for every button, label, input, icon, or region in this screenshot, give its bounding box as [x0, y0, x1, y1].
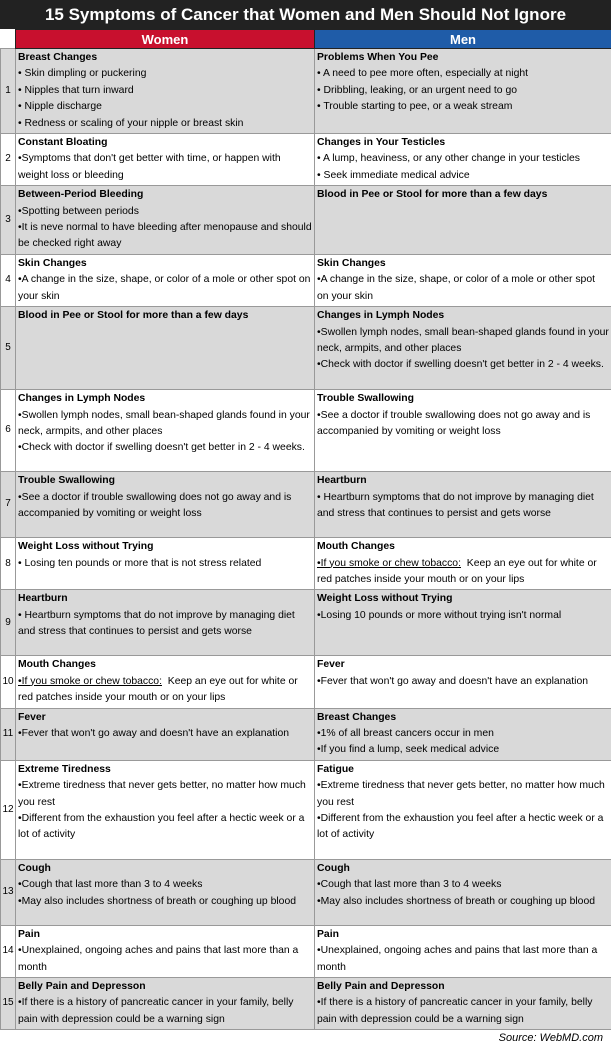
symptom-heading: Skin Changes	[18, 256, 312, 272]
symptom-line: • Losing ten pounds or more that is not stress related	[18, 556, 312, 572]
table-row	[1, 472, 611, 538]
table-row	[1, 708, 611, 760]
women-symptom-cell	[16, 472, 315, 538]
symptom-heading: Fever	[317, 657, 609, 673]
symptom-heading: Cough	[18, 861, 312, 877]
symptom-line: •Losing 10 pounds or more without trying isn't normal	[317, 608, 609, 624]
symptom-heading: Belly Pain and Depresson	[317, 979, 609, 995]
symptom-heading: Heartburn	[18, 591, 312, 607]
row-number: 9	[1, 590, 16, 656]
symptom-heading: Problems When You Pee	[317, 50, 609, 66]
men-symptom-cell	[315, 307, 611, 390]
symptom-heading: Heartburn	[317, 473, 609, 489]
symptom-heading: Changes in Lymph Nodes	[18, 391, 312, 407]
symptom-line: •If there is a history of pancreatic cancer in your family, belly pain with depression could be a warning sign	[317, 995, 609, 1028]
table-row	[1, 390, 611, 472]
table-row	[1, 538, 611, 590]
symptom-line: • A lump, heaviness, or any other change in your testicles	[317, 151, 609, 167]
men-symptom-cell	[315, 656, 611, 708]
symptom-heading: Breast Changes	[317, 710, 609, 726]
symptom-heading: Constant Bloating	[18, 135, 312, 151]
symptom-heading: Cough	[317, 861, 609, 877]
men-symptom-cell	[315, 925, 611, 977]
symptom-line: • Seek immediate medical advice	[317, 168, 609, 184]
women-symptom-cell	[16, 925, 315, 977]
table-row	[1, 186, 611, 255]
symptom-line	[18, 674, 312, 707]
women-symptom-cell	[16, 590, 315, 656]
row-number: 3	[1, 186, 16, 255]
symptom-line: • Nipple discharge	[18, 99, 312, 115]
table-row	[1, 254, 611, 306]
symptom-heading: Weight Loss without Trying	[317, 591, 609, 607]
men-symptom-cell	[315, 538, 611, 590]
symptom-heading: Mouth Changes	[317, 539, 609, 555]
symptom-line: •May also includes shortness of breath or coughing up blood	[18, 894, 312, 910]
symptom-line: •Fever that won't go away and doesn't have an explanation	[18, 726, 312, 742]
women-header: Women	[16, 30, 315, 49]
symptom-line: •Check with doctor if swelling doesn't get better in 2 - 4 weeks.	[18, 440, 312, 456]
symptom-line: •See a doctor if trouble swallowing does not go away and is accompanied by vomiting or weight loss	[317, 408, 609, 441]
row-number: 13	[1, 859, 16, 925]
tobacco-note: •If you smoke or chew tobacco:	[317, 558, 461, 569]
symptom-heading: Trouble Swallowing	[317, 391, 609, 407]
symptom-line: • A need to pee more often, especially at night	[317, 66, 609, 82]
symptom-heading: Breast Changes	[18, 50, 312, 66]
table-row	[1, 307, 611, 390]
symptom-line: •Unexplained, ongoing aches and pains that last more than a month	[317, 943, 609, 976]
men-symptom-cell	[315, 390, 611, 472]
symptom-heading: Trouble Swallowing	[18, 473, 312, 489]
symptom-line: •1% of all breast cancers occur in men	[317, 726, 609, 742]
row-number: 2	[1, 134, 16, 186]
row-number: 4	[1, 254, 16, 306]
row-number: 15	[1, 977, 16, 1029]
symptom-line: • Skin dimpling or puckering	[18, 66, 312, 82]
table-row	[1, 590, 611, 656]
symptom-heading: Pain	[18, 927, 312, 943]
symptom-line: •Extreme tiredness that never gets better, no matter how much you rest	[18, 778, 312, 811]
women-symptom-cell	[16, 186, 315, 255]
symptom-line: •Check with doctor if swelling doesn't get better in 2 - 4 weeks.	[317, 357, 609, 373]
men-symptom-cell	[315, 134, 611, 186]
row-number: 5	[1, 307, 16, 390]
tobacco-advice: Keep an eye out for white or red patches inside your mouth or on your lips	[18, 676, 301, 703]
source-note: Source: WebMD.com	[0, 1030, 611, 1044]
symptom-line: •Extreme tiredness that never gets better, no matter how much you rest	[317, 778, 609, 811]
number-header	[1, 30, 16, 49]
symptom-line: •Cough that last more than 3 to 4 weeks	[18, 877, 312, 893]
symptom-line: •A change in the size, shape, or color of a mole or other spot on your skin	[317, 272, 609, 305]
page-title: 15 Symptoms of Cancer that Women and Men Should Not Ignore	[0, 0, 611, 29]
row-number: 7	[1, 472, 16, 538]
men-header: Men	[315, 30, 611, 49]
row-number: 6	[1, 390, 16, 472]
symptom-line: • Redness or scaling of your nipple or breast skin	[18, 116, 312, 132]
symptom-line: •If you find a lump, seek medical advice	[317, 742, 609, 758]
men-symptom-cell	[315, 590, 611, 656]
men-symptom-cell	[315, 186, 611, 255]
row-number: 11	[1, 708, 16, 760]
tobacco-note: •If you smoke or chew tobacco:	[18, 676, 162, 687]
symptoms-table	[0, 29, 611, 1030]
row-number: 14	[1, 925, 16, 977]
symptom-line: •Fever that won't go away and doesn't have an explanation	[317, 674, 609, 690]
women-symptom-cell	[16, 708, 315, 760]
symptom-heading: Belly Pain and Depresson	[18, 979, 312, 995]
symptom-line: •May also includes shortness of breath or coughing up blood	[317, 894, 609, 910]
men-symptom-cell	[315, 472, 611, 538]
symptom-line: • Heartburn symptoms that do not improve by managing diet and stress that continues to persist and gets worse	[317, 490, 609, 523]
symptom-heading: Weight Loss without Trying	[18, 539, 312, 555]
symptom-heading: Fever	[18, 710, 312, 726]
men-symptom-cell	[315, 760, 611, 859]
symptom-line: •A change in the size, shape, or color of a mole or other spot on your skin	[18, 272, 312, 305]
symptom-line: •Symptoms that don't get better with time, or happen with weight loss or bleeding	[18, 151, 312, 184]
symptom-heading: Mouth Changes	[18, 657, 312, 673]
symptom-heading: Skin Changes	[317, 256, 609, 272]
symptom-line: •Unexplained, ongoing aches and pains that last more than a month	[18, 943, 312, 976]
tobacco-advice: Keep an eye out for white or red patches inside your mouth or on your lips	[317, 558, 600, 585]
men-symptom-cell	[315, 254, 611, 306]
table-row	[1, 760, 611, 859]
symptom-line: •Swollen lymph nodes, small bean-shaped glands found in your neck, armpits, and other places	[317, 325, 609, 358]
symptom-line: •If there is a history of pancreatic cancer in your family, belly pain with depression could be a warning sign	[18, 995, 312, 1028]
table-row	[1, 134, 611, 186]
women-symptom-cell	[16, 254, 315, 306]
table-row	[1, 859, 611, 925]
symptom-line: •Cough that last more than 3 to 4 weeks	[317, 877, 609, 893]
women-symptom-cell	[16, 760, 315, 859]
men-symptom-cell	[315, 708, 611, 760]
row-number: 1	[1, 49, 16, 134]
table-row	[1, 925, 611, 977]
symptom-line: • Dribbling, leaking, or an urgent need to go	[317, 83, 609, 99]
symptom-line: •Different from the exhaustion you feel after a hectic week or a lot of activity	[18, 811, 312, 844]
row-number: 8	[1, 538, 16, 590]
row-number: 10	[1, 656, 16, 708]
symptom-heading: Changes in Lymph Nodes	[317, 308, 609, 324]
women-symptom-cell	[16, 134, 315, 186]
women-symptom-cell	[16, 307, 315, 390]
men-symptom-cell	[315, 859, 611, 925]
symptom-line: • Trouble starting to pee, or a weak stream	[317, 99, 609, 115]
table-row	[1, 656, 611, 708]
symptom-line: •Different from the exhaustion you feel after a hectic week or a lot of activity	[317, 811, 609, 844]
symptom-line: • Heartburn symptoms that do not improve by managing diet and stress that continues to persist and gets worse	[18, 608, 312, 641]
men-symptom-cell	[315, 49, 611, 134]
women-symptom-cell	[16, 656, 315, 708]
symptom-heading: Fatigue	[317, 762, 609, 778]
symptom-heading: Pain	[317, 927, 609, 943]
women-symptom-cell	[16, 538, 315, 590]
symptom-heading: Extreme Tiredness	[18, 762, 312, 778]
symptom-line	[317, 556, 609, 589]
symptom-heading: Between-Period Bleeding	[18, 187, 312, 203]
table-row	[1, 49, 611, 134]
symptom-line: • Nipples that turn inward	[18, 83, 312, 99]
symptom-line: •It is neve normal to have bleeding after menopause and should be checked right away	[18, 220, 312, 253]
symptom-heading: Blood in Pee or Stool for more than a few days	[18, 308, 312, 324]
symptom-heading: Blood in Pee or Stool for more than a few days	[317, 187, 609, 203]
women-symptom-cell	[16, 49, 315, 134]
symptom-line: •Swollen lymph nodes, small bean-shaped glands found in your neck, armpits, and other places	[18, 408, 312, 441]
symptom-line: •See a doctor if trouble swallowing does not go away and is accompanied by vomiting or weight loss	[18, 490, 312, 523]
row-number: 12	[1, 760, 16, 859]
symptom-heading: Changes in Your Testicles	[317, 135, 609, 151]
women-symptom-cell	[16, 859, 315, 925]
symptom-line: •Spotting between periods	[18, 204, 312, 220]
women-symptom-cell	[16, 390, 315, 472]
